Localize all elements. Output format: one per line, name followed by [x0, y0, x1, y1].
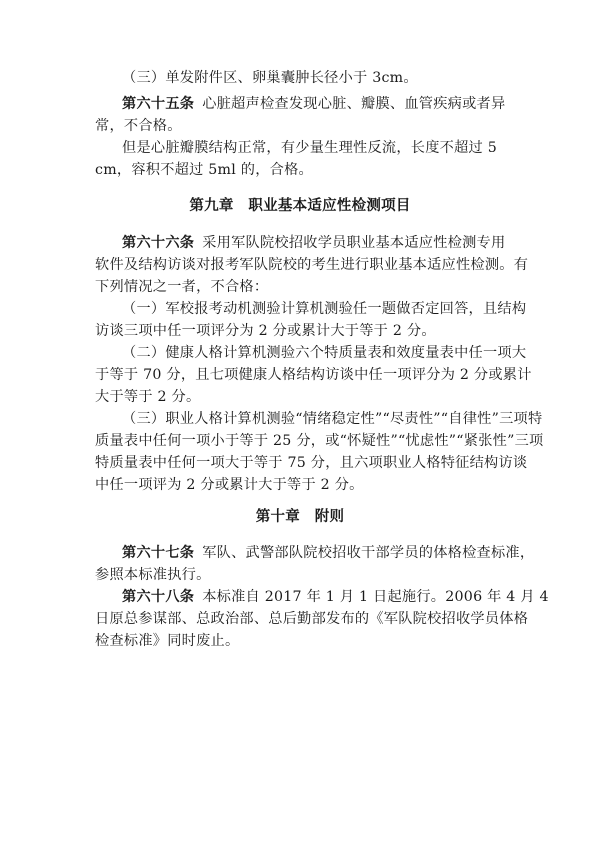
article-68-line-1	[0, 587, 600, 607]
article-66-label: 第六十六条	[122, 235, 195, 251]
article-66-item-3-line-2: 质量表中任何一项小于等于 25 分，或“怀疑性”“忧虑性”“紧张性”三项	[95, 433, 544, 449]
article-67-text-1: 军队、武警部队院校招收干部学员的体格检查标准，	[202, 545, 535, 561]
article-65-note-2: cm，容积不超过 5ml 的，合格。	[95, 162, 313, 178]
article-66-item-3-line-1: （三）职业人格计算机测验“情绪稳定性”“尽责性”“自律性”三项特	[122, 411, 543, 427]
article-65-line-1	[0, 94, 600, 114]
article-68-text-2: 日原总参谋部、总政治部、总后勤部发布的《军队院校招收学员体格	[95, 611, 529, 627]
article-67-label: 第六十七条	[122, 545, 195, 561]
article-68-text-1: 本标准自 2017 年 1 月 1 日起施行。2006 年 4 月 4	[202, 589, 549, 605]
article-66-item-2-line-3: 大于等于 2 分。	[95, 389, 201, 405]
article-67-text-2: 参照本标准执行。	[95, 567, 211, 583]
article-66-item-1-line-2: 访谈三项中任一项评分为 2 分或累计大于等于 2 分。	[95, 323, 436, 339]
article-66-line-1	[0, 233, 600, 253]
chapter-9-heading: 第九章 职业基本适应性检测项目	[189, 198, 411, 214]
article-66-item-2-line-1: （二）健康人格计算机测验六个特质量表和效度量表中任一项大	[122, 345, 527, 361]
article-66-text-2: 软件及结构访谈对报考军队院校的考生进行职业基本适应性检测。有	[95, 257, 529, 273]
article-65-text-2: 常，不合格。	[95, 118, 182, 134]
article-67-line-1	[0, 543, 600, 563]
article-66-item-3-line-4: 中任一项评为 2 分或累计大于等于 2 分。	[95, 477, 364, 493]
chapter-10-heading: 第十章 附则	[255, 509, 345, 525]
item-3-text: （三）单发附件区、卵巢囊肿长径小于 3cm。	[122, 70, 418, 86]
article-65-note-1: 但是心脏瓣膜结构正常，有少量生理性反流，长度不超过 5	[122, 140, 497, 156]
article-66-text-1: 采用军队院校招收学员职业基本适应性检测专用	[202, 235, 506, 251]
article-65-text-1: 心脏超声检查发现心脏、瓣膜、血管疾病或者异	[202, 96, 506, 112]
article-68-label: 第六十八条	[122, 589, 195, 605]
article-68-text-3: 检查标准》同时废止。	[95, 633, 240, 649]
article-66-item-3-line-3: 特质量表中任何一项大于等于 75 分，且六项职业人格特征结构访谈	[95, 455, 528, 471]
article-66-text-3: 下列情况之一者，不合格：	[95, 279, 269, 295]
article-66-item-1-line-1: （一）军校报考动机测验计算机测验任一题做否定回答，且结构	[122, 301, 527, 317]
article-66-item-2-line-2: 于等于 70 分，且七项健康人格结构访谈中任一项评分为 2 分或累计	[95, 367, 532, 383]
article-65-label: 第六十五条	[122, 96, 195, 112]
